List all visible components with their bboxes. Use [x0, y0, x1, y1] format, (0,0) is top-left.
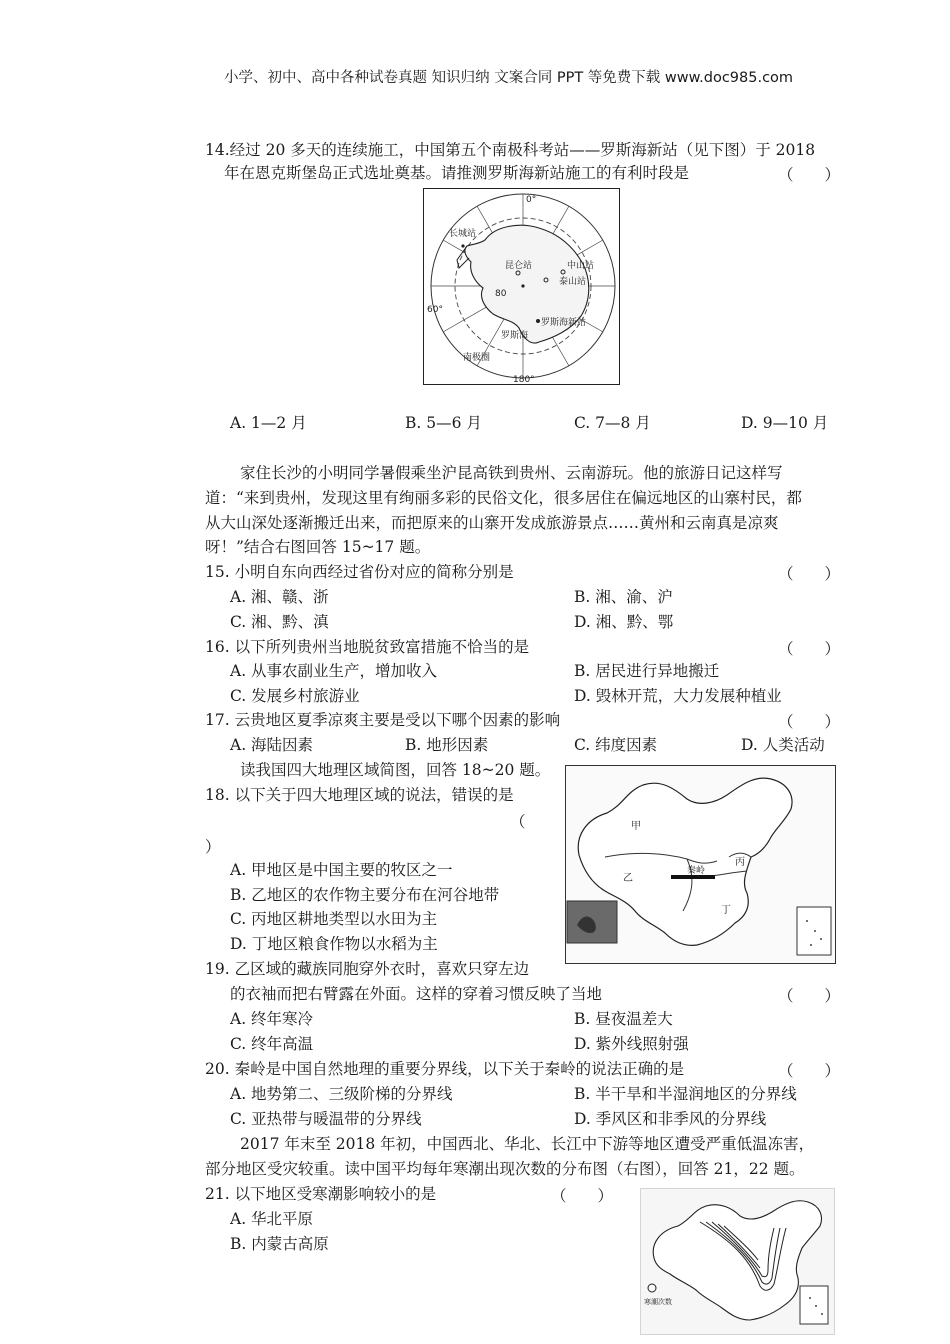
q14-option-c: C. 7—8 月	[574, 414, 651, 432]
q16-option-d: D. 毁林开荒，大力发展种植业	[574, 687, 782, 705]
q17-answer-paren: （ ）	[778, 713, 841, 731]
q18-stem: 18. 以下关于四大地理区域的说法，错误的是	[205, 786, 514, 804]
q17-stem: 17. 云贵地区夏季凉爽主要是受以下哪个因素的影响	[205, 711, 561, 729]
q19-option-d: D. 紫外线照射强	[574, 1035, 689, 1053]
q18-option-d: D. 丁地区粮食作物以水稻为主	[230, 935, 438, 953]
q17-option-b: B. 地形因素	[405, 736, 489, 754]
q20-option-b: B. 半干旱和半湿润地区的分界线	[574, 1085, 797, 1103]
q14-option-a: A. 1—2 月	[230, 414, 307, 432]
cold-wave-map	[640, 1188, 835, 1335]
q15-option-c: C. 湘、黔、滇	[230, 613, 329, 631]
q14-stem-line2: 年在恩克斯堡岛正式选址奠基。请推测罗斯海新站施工的有利时段是	[224, 164, 690, 182]
q20-option-d: D. 季风区和非季风的分界线	[574, 1110, 767, 1128]
q17-option-a: A. 海陆因素	[230, 736, 314, 754]
q19-stem-line1: 19. 乙区域的藏族同胞穿外衣时，喜欢只穿左边	[205, 960, 530, 978]
q21-option-b: B. 内蒙古高原	[230, 1235, 329, 1253]
q16-option-b: B. 居民进行异地搬迁	[574, 662, 720, 680]
map-label-lat80: 80	[495, 289, 507, 299]
q19-option-a: A. 终年寒冷	[230, 1010, 314, 1028]
q17-option-c: C. 纬度因素	[574, 736, 658, 754]
q14-stem-line1: 14.经过 20 多天的连续施工，中国第五个南极科考站——罗斯海新站（见下图）于 2018	[205, 141, 816, 159]
map-label-zhongshan: 中山站	[567, 261, 595, 271]
region-label-ding: 丁	[721, 905, 731, 916]
q16-option-c: C. 发展乡村旅游业	[230, 687, 360, 705]
map-label-lon180: 180°	[513, 375, 535, 385]
q19-option-c: C. 终年高温	[230, 1035, 314, 1053]
q16-answer-paren: （ ）	[778, 640, 841, 658]
q15-option-d: D. 湘、黔、鄂	[574, 613, 674, 631]
q15-stem: 15. 小明自东向西经过省份对应的简称分别是	[205, 563, 514, 581]
map-label-lon0: 0°	[526, 195, 537, 205]
passage1-line3: 从大山深处逐渐搬迁出来，而把原来的山寨开发成旅游景点……黄州和云南真是凉爽	[205, 514, 779, 532]
q16-stem: 16. 以下所列贵州当地脱贫致富措施不恰当的是	[205, 638, 530, 656]
q20-option-c: C. 亚热带与暖温带的分界线	[230, 1110, 422, 1128]
q14-option-d: D. 9—10 月	[741, 414, 829, 432]
map-label-lon60: 60°	[427, 305, 443, 315]
q20-option-a: A. 地势第二、三级阶梯的分界线	[230, 1085, 453, 1103]
q18-option-a: A. 甲地区是中国主要的牧区之一	[230, 861, 453, 879]
china-regions-map	[565, 765, 836, 964]
region-label-qinling: 秦岭	[687, 866, 706, 876]
cold-map-legend: 寒潮次数	[644, 1298, 672, 1306]
passage2: 读我国四大地理区域简图，回答 18~20 题。	[240, 761, 551, 779]
q18-paren-close: ）	[205, 838, 221, 856]
antarctica-map	[423, 188, 620, 385]
q20-stem: 20. 秦岭是中国自然地理的重要分界线，以下关于秦岭的说法正确的是	[205, 1060, 685, 1078]
q18-option-b: B. 乙地区的农作物主要分布在河谷地带	[230, 886, 500, 904]
map-label-taishan: 泰山站	[559, 277, 587, 287]
passage3-line1: 2017 年末至 2018 年初，中国西北、华北、长江中下游等地区遭受严重低温冻害，	[240, 1135, 815, 1153]
q15-answer-paren: （ ）	[778, 565, 841, 583]
map-label-circle: 南极圈	[463, 353, 491, 363]
q16-option-a: A. 从事农副业生产，增加收入	[230, 662, 438, 680]
passage3-line2: 部分地区受灾较重。读中国平均每年寒潮出现次数的分布图（右图），回答 21，22 题。	[205, 1160, 805, 1178]
passage1-line4: 呀！”结合右图回答 15~17 题。	[205, 538, 431, 556]
q21-option-a: A. 华北平原	[230, 1210, 314, 1228]
q14-answer-paren: （ ）	[778, 166, 841, 184]
map-label-luosi-station: 罗斯海新站	[541, 318, 587, 328]
q21-answer-paren: （ ）	[551, 1187, 614, 1205]
page-header: 小学、初中、高中各种试卷真题 知识归纳 文案合同 PPT 等免费下载 www.doc985.com	[224, 70, 794, 86]
q14-option-b: B. 5—6 月	[405, 414, 482, 432]
region-label-jia: 甲	[631, 821, 641, 832]
q15-option-b: B. 湘、渝、沪	[574, 588, 673, 606]
q20-answer-paren: （ ）	[778, 1062, 841, 1080]
passage1-line1: 家住长沙的小明同学暑假乘坐沪昆高铁到贵州、云南游玩。他的旅游日记这样写	[240, 464, 783, 482]
map-label-luosi-sea: 罗斯海	[501, 331, 529, 341]
region-label-yi: 乙	[623, 873, 633, 884]
map-label-kunlun: 昆仑站	[505, 261, 533, 271]
q19-option-b: B. 昼夜温差大	[574, 1010, 673, 1028]
q18-option-c: C. 丙地区耕地类型以水田为主	[230, 910, 438, 928]
q17-option-d: D. 人类活动	[741, 736, 825, 754]
q19-answer-paren: （ ）	[778, 987, 841, 1005]
region-label-bing: 丙	[735, 857, 745, 868]
q15-option-a: A. 湘、赣、浙	[230, 588, 329, 606]
q19-stem-line2: 的衣袖而把右臂露在外面。这样的穿着习惯反映了当地	[230, 985, 603, 1003]
map-label-changcheng: 长城站	[449, 229, 477, 239]
passage1-line2: 道：“来到贵州，发现这里有绚丽多彩的民俗文化，很多居住在偏远地区的山寨村民，都	[205, 489, 802, 507]
q21-stem: 21. 以下地区受寒潮影响较小的是	[205, 1185, 437, 1203]
q18-paren-open: （	[510, 813, 526, 831]
